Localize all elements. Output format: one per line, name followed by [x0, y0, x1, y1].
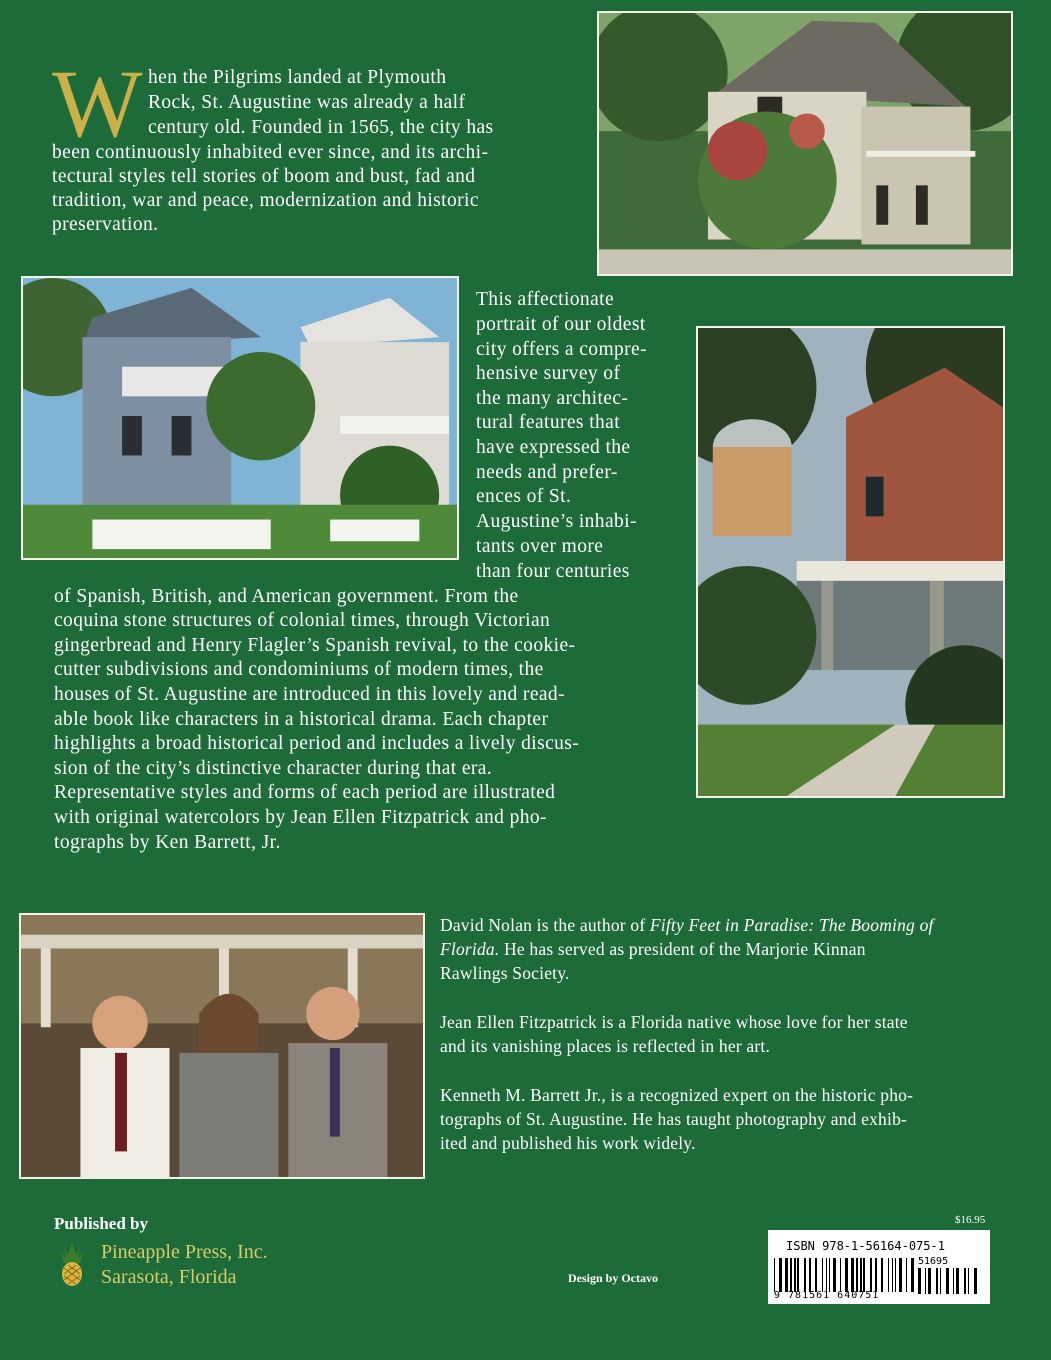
- publisher-label: Published by: [54, 1214, 149, 1233]
- publisher-city: Sarasota, Florida: [101, 1266, 237, 1288]
- bio-barrett-line: tographs of St. Augustine. He has taught photography and exhib-: [440, 1109, 908, 1129]
- description-line: have expressed the: [476, 437, 631, 458]
- description-line: of Spanish, British, and American government. From the: [54, 586, 519, 607]
- description-line: Augustine’s inhabi-: [476, 511, 637, 532]
- description-line: gingerbread and Henry Flagler’s Spanish revival, to the cookie-: [54, 635, 576, 656]
- intro-line: tectural styles tell stories of boom and bust, fad and: [52, 166, 476, 187]
- barcode-addon-digits: 51695: [918, 1256, 949, 1267]
- barcode-bars: [774, 1258, 914, 1292]
- description-line: Representative styles and forms of each period are illustrated: [54, 782, 556, 803]
- intro-line: tradition, war and peace, modernization and historic: [52, 190, 479, 211]
- intro-line: century old. Founded in 1565, the city has: [148, 117, 494, 138]
- bio-nolan-book-title: Fifty Feet in Paradise: The Booming of: [649, 915, 934, 935]
- bio-barrett-line: Kenneth M. Barrett Jr., is a recognized expert on the historic pho-: [440, 1085, 914, 1105]
- bio-fitzpatrick-line: and its vanishing places is reflected in her art.: [440, 1036, 771, 1056]
- description-line: tural features that: [476, 412, 621, 433]
- bio-barrett: [440, 1083, 913, 1155]
- photo-coquina-house: [597, 11, 1013, 276]
- description-line: the many architec-: [476, 388, 629, 409]
- intro-line: hen the Pilgrims landed at Plymouth: [148, 67, 447, 88]
- price-label: $16.95: [955, 1214, 986, 1226]
- intro-dropcap: W: [52, 50, 143, 157]
- description-line: than four centuries: [476, 561, 630, 582]
- photo-authors: [19, 913, 425, 1179]
- description-line: tographs by Ken Barrett, Jr.: [54, 832, 281, 853]
- description-line: needs and prefer-: [476, 462, 618, 483]
- description-line: coquina stone structures of colonial times, through Victorian: [54, 610, 551, 631]
- bio-fitzpatrick: [440, 1010, 908, 1058]
- bio-barrett-line: ited and published his work widely.: [440, 1133, 696, 1153]
- description-line: highlights a broad historical period and includes a lively discus-: [54, 733, 580, 754]
- intro-line: been continuously inhabited ever since, and its archi-: [52, 142, 489, 163]
- bio-nolan-book-title: Florida.: [440, 939, 500, 959]
- description-line: city offers a compre-: [476, 339, 648, 360]
- barcode-ean-digits: 9 781561 640751: [774, 1290, 880, 1301]
- bio-nolan-prefix: David Nolan is the author of: [440, 915, 650, 935]
- bio-nolan-text: Rawlings Society.: [440, 963, 570, 983]
- barcode-addon-bars: [918, 1268, 982, 1294]
- barcode: [768, 1230, 990, 1304]
- description-line: This affectionate: [476, 289, 615, 310]
- isbn-text: ISBN 978-1-56164-075-1: [786, 1239, 945, 1253]
- description-line: hensive survey of: [476, 363, 621, 384]
- intro-line: preservation.: [52, 214, 159, 235]
- publisher-name: Pineapple Press, Inc.: [101, 1241, 268, 1263]
- photo-dome-brick-house: [696, 326, 1005, 798]
- intro-line: Rock, St. Augustine was already a half: [148, 92, 466, 113]
- description-line: tants over more: [476, 536, 604, 557]
- description-line: with original watercolors by Jean Ellen Fitzpatrick and pho-: [54, 807, 547, 828]
- description-line: cutter subdivisions and condominiums of modern times, the: [54, 659, 544, 680]
- bio-nolan: [440, 913, 934, 985]
- description-line: sion of the city’s distinctive character during that era.: [54, 758, 493, 779]
- description-line: portrait of our oldest: [476, 314, 646, 335]
- description-line: houses of St. Augustine are introduced in this lovely and read-: [54, 684, 565, 705]
- photo-victorian-houses: [21, 276, 459, 560]
- description-line: ences of St.: [476, 486, 572, 507]
- bio-fitzpatrick-line: Jean Ellen Fitzpatrick is a Florida native whose love for her state: [440, 1012, 908, 1032]
- design-credit: Design by Octavo: [568, 1271, 658, 1285]
- pineapple-icon: [58, 1243, 86, 1287]
- bio-nolan-text: He has served as president of the Marjorie Kinnan: [499, 939, 866, 959]
- description-line: able book like characters in a historical drama. Each chapter: [54, 709, 549, 730]
